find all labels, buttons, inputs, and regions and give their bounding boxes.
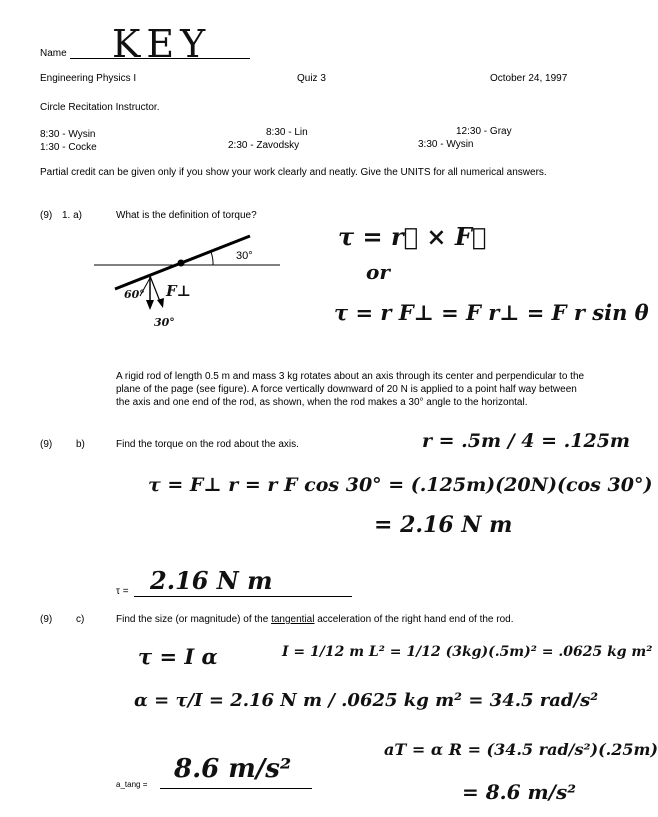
q1c-answer-line: [160, 788, 312, 789]
recitation-prompt: Circle Recitation Instructor.: [40, 102, 160, 113]
q1a-points: (9): [40, 210, 53, 221]
angle-label-top: 30°: [236, 250, 253, 262]
q1c-question-emphasis: tangential: [271, 614, 315, 625]
q1c-part: c): [76, 614, 85, 625]
recitation-slot[interactable]: 3:30 - Wysin: [418, 139, 474, 150]
axis-pivot: [178, 260, 185, 267]
recitation-slot[interactable]: 1:30 - Cocke: [40, 142, 97, 153]
q1a-answer-line2: τ = r F⊥ = F r⊥ = F r sin θ: [334, 300, 649, 325]
q1c-question: Find the size (or magnitude) of the tangential acceleration of the right hand end of the rod.: [116, 614, 514, 625]
quiz-number: Quiz 3: [297, 73, 326, 84]
q1c-points: (9): [40, 614, 53, 625]
q1c-work-tau: τ = I α: [138, 644, 218, 669]
course-title: Engineering Physics I: [40, 73, 137, 84]
q1b-answer-label: τ =: [116, 586, 129, 597]
perpendicular-arrowhead: [157, 298, 164, 308]
recitation-slot[interactable]: 2:30 - Zavodsky: [228, 140, 300, 151]
q1c-work-alpha: α = τ/I = 2.16 N m / .0625 kg m² = 34.5 rad/s²: [134, 690, 599, 711]
q1b-work-line2: = 2.16 N m: [374, 512, 513, 538]
q1a-number: 1. a): [62, 210, 83, 221]
q1c-work-at2: = 8.6 m/s²: [462, 780, 576, 804]
q1b-answer-value: 2.16 N m: [150, 566, 273, 595]
quiz-date: October 24, 1997: [490, 73, 568, 84]
force-arrowhead: [146, 300, 154, 310]
angle-label-bottom: 30°: [154, 316, 175, 329]
recitation-slot[interactable]: 12:30 - Gray: [456, 126, 512, 137]
instructions: Partial credit can be given only if you show your work clearly and neatly. Give the UNITS for all numerical answers.: [40, 167, 547, 178]
q1c-answer-label: a_tang =: [116, 780, 148, 789]
q1a-answer-line1: τ = r⃗ × F⃗: [338, 222, 487, 251]
problem-statement: A rigid rod of length 0.5 m and mass 3 kg rotates about an axis through its center and perpendicular to the plane of the page (see figure). A force vertically downward of 20 N is applied to a point half way between the axis and one end of the rod, as shown, when the rod makes a 30° angle to the horizontal.: [116, 371, 585, 408]
recitation-slot[interactable]: 8:30 - Lin: [266, 127, 308, 138]
q1a-question: What is the definition of torque?: [116, 210, 257, 221]
q1b-points: (9): [40, 439, 53, 450]
q1c-work-inertia: I = 1/12 m L² = 1/12 (3kg)(.5m)² = .0625 kg m²: [282, 644, 653, 660]
recitation-slot[interactable]: 8:30 - Wysin: [40, 129, 96, 140]
q1b-question: Find the torque on the rod about the axis.: [116, 439, 299, 450]
q1b-work-r: r = .5m / 4 = .125m: [422, 430, 631, 452]
q1b-part: b): [76, 439, 85, 450]
name-value: KEY: [112, 22, 212, 66]
q1c-answer-value: 8.6 m/s²: [174, 754, 292, 784]
name-label: Name: [40, 48, 67, 59]
angle-label-left: 60°: [124, 288, 145, 301]
q1c-work-at: aT = α R = (34.5 rad/s²)(.25m): [384, 740, 658, 759]
q1b-work-line1: τ = F⊥ r = r F cos 30° = (.125m)(20N)(cos 30°): [148, 474, 653, 496]
q1b-answer-line: [134, 596, 352, 597]
angle-arc-top: [211, 252, 213, 265]
q1a-answer-or: or: [366, 260, 390, 284]
force-label: F⊥: [166, 282, 192, 300]
